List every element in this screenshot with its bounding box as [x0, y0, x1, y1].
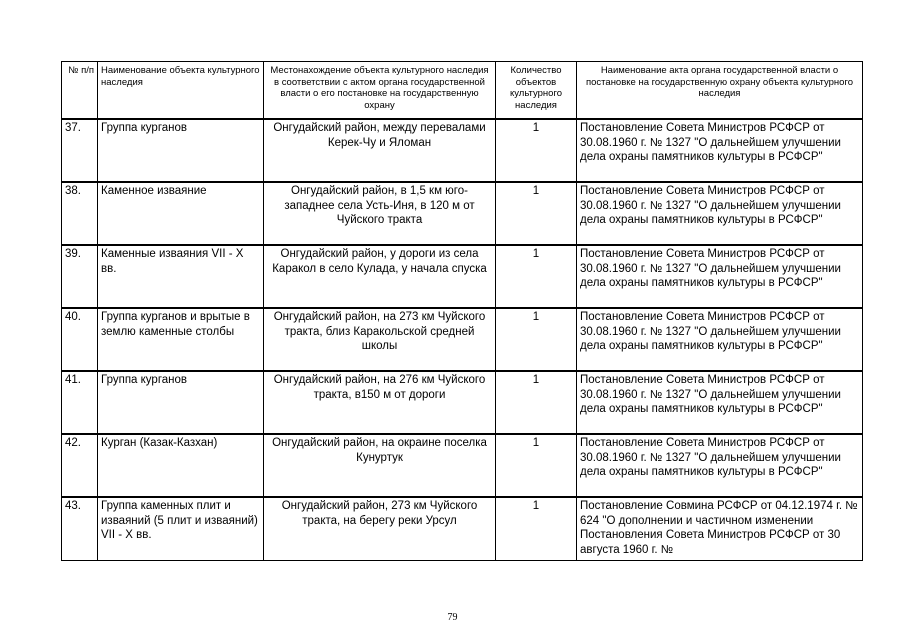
row-count: 1 — [496, 119, 577, 182]
row-location: Онгудайский район, у дороги из села Каракол в село Кулада, у начала спуска — [264, 245, 496, 308]
row-location: Онгудайский район, между перевалами Керек-Чу и Яломан — [264, 119, 496, 182]
row-object-name: Группа курганов и врытые в землю каменные столбы — [98, 308, 264, 371]
table-row — [62, 245, 863, 308]
header-count: Количество объектов культурного наследия — [496, 62, 577, 120]
row-number: 40. — [62, 308, 98, 371]
header-number: № п/п — [62, 62, 98, 120]
row-location: Онгудайский район, на 276 км Чуйского тракта, в150 м от дороги — [264, 371, 496, 434]
row-count: 1 — [496, 434, 577, 497]
row-object-name: Каменные изваяния VII - X вв. — [98, 245, 264, 308]
row-location: Онгудайский район, в 1,5 км юго-западнее села Усть-Иня, в 120 м от Чуйского тракта — [264, 182, 496, 245]
table-row — [62, 308, 863, 371]
row-location: Онгудайский район, 273 км Чуйского тракта, на берегу реки Урсул — [264, 497, 496, 560]
row-act: Постановление Совета Министров РСФСР от 30.08.1960 г. № 1327 "О дальнейшем улучшении дела охраны памятников культуры в РСФСР" — [577, 308, 863, 371]
row-number: 39. — [62, 245, 98, 308]
table-body — [62, 119, 863, 560]
header-row — [62, 62, 863, 120]
table-row — [62, 434, 863, 497]
row-object-name: Группа курганов — [98, 119, 264, 182]
row-number: 41. — [62, 371, 98, 434]
header-location: Местонахождение объекта культурного наследия в соответствии с актом органа государственной власти о его постановке на государственную охрану — [264, 62, 496, 120]
table-row — [62, 371, 863, 434]
row-act: Постановление Совета Министров РСФСР от 30.08.1960 г. № 1327 "О дальнейшем улучшении дела охраны памятников культуры в РСФСР" — [577, 434, 863, 497]
header-act: Наименование акта органа государственной власти о постановке на государственную охрану объекта культурного наследия — [577, 62, 863, 120]
header-object-name: Наименование объекта культурного наследия — [98, 62, 264, 120]
row-count: 1 — [496, 182, 577, 245]
table-row — [62, 182, 863, 245]
row-location: Онгудайский район, на 273 км Чуйского тракта, близ Каракольской средней школы — [264, 308, 496, 371]
page-number: 79 — [447, 612, 458, 623]
row-number: 43. — [62, 497, 98, 560]
row-act: Постановление Совета Министров РСФСР от 30.08.1960 г. № 1327 "О дальнейшем улучшении дела охраны памятников культуры в РСФСР" — [577, 119, 863, 182]
row-object-name: Курган (Казак-Казхан) — [98, 434, 264, 497]
row-count: 1 — [496, 245, 577, 308]
table-header — [62, 62, 863, 120]
row-act: Постановление Совета Министров РСФСР от 30.08.1960 г. № 1327 "О дальнейшем улучшении дела охраны памятников культуры в РСФСР" — [577, 371, 863, 434]
row-count: 1 — [496, 308, 577, 371]
row-number: 42. — [62, 434, 98, 497]
row-location: Онгудайский район, на окраине поселка Кунуртук — [264, 434, 496, 497]
row-number: 38. — [62, 182, 98, 245]
row-count: 1 — [496, 497, 577, 560]
table-row — [62, 497, 863, 560]
row-object-name: Каменное изваяние — [98, 182, 264, 245]
row-object-name: Группа каменных плит и изваяний (5 плит и изваяний) VII - X вв. — [98, 497, 264, 560]
row-act: Постановление Совмина РСФСР от 04.12.1974 г. № 624 "О дополнении и частичном изменении Постановления Совета Министров РСФСР от 30 августа 1960 г. № — [577, 497, 863, 560]
row-act: Постановление Совета Министров РСФСР от 30.08.1960 г. № 1327 "О дальнейшем улучшении дела охраны памятников культуры в РСФСР" — [577, 182, 863, 245]
row-count: 1 — [496, 371, 577, 434]
table-row — [62, 119, 863, 182]
row-number: 37. — [62, 119, 98, 182]
heritage-objects-table — [61, 61, 863, 561]
row-act: Постановление Совета Министров РСФСР от 30.08.1960 г. № 1327 "О дальнейшем улучшении дела охраны памятников культуры в РСФСР" — [577, 245, 863, 308]
row-object-name: Группа курганов — [98, 371, 264, 434]
